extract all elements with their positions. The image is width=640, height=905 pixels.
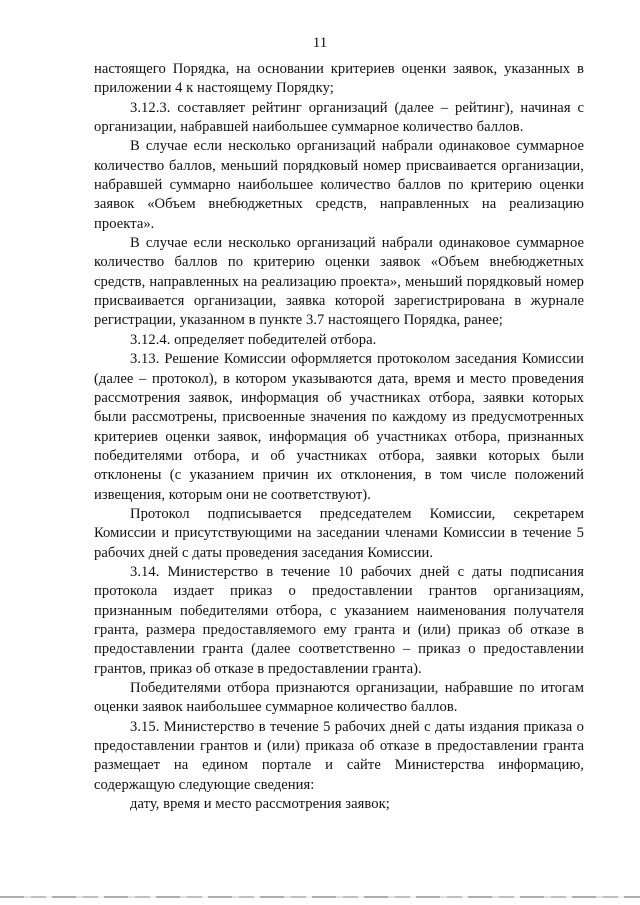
paragraph-list-item-date: дату, время и место рассмотрения заявок; — [130, 796, 390, 813]
paragraph-tie-rule-2: В случае если несколько организаций набрали одинаковое суммарное количество баллов по критерию оценки заявок «Объем внебюджетных средств, направленных на реализацию проекта», меньший порядковый номер присваивается организации, заявка которой зарегистрирована в журнале регистрации, указанном в пункте 3.7 настоящего Порядка, ранее; — [94, 235, 584, 329]
paragraph-3-12-4: 3.12.4. определяет победителей отбора. — [130, 331, 377, 348]
paragraph-protocol-signing: Протокол подписывается председателем Комиссии, секретарем Комиссии и присутствующими на заседании членами Комиссии в течение 5 рабочих дней с даты проведения заседания Комиссии. — [94, 505, 584, 561]
page-number: 11 — [312, 35, 328, 51]
paragraph-3-15: 3.15. Министерство в течение 5 рабочих дней с даты издания приказа о предоставлении грантов и (или) приказа об отказе в предоставлении гранта размещает на едином портале и сайте Министерства информацию, содержащую следующие сведения: — [94, 718, 584, 793]
paragraph-3-12-3: 3.12.3. составляет рейтинг организаций (далее – рейтинг), начиная с организации, набравшей наибольшее суммарное количество баллов. — [94, 99, 584, 136]
document-body — [94, 60, 584, 814]
paragraph-tie-rule-1: В случае если несколько организаций набрали одинаковое суммарное количество баллов, меньший порядковый номер присваивается организации, набравшей суммарно наибольшее количество баллов по критерию оценки заявок «Объем внебюджетных средств, направленных на реализацию проекта». — [94, 138, 584, 232]
paragraph-winners: Победителями отбора признаются организации, набравшие по итогам оценки заявок наибольшее суммарное количество баллов. — [94, 680, 584, 716]
paragraph-3-14: 3.14. Министерство в течение 10 рабочих дней с даты подписания протокола издает приказ о предоставлении грантов организациям, признанным победителями отбора, с указанием наименования получателя гранта, размера предоставляемого ему гранта и (или) приказ об отказе в предоставлении гранта (далее соответственно – приказ о предоставлении грантов, приказ об отказе в предоставлении гранта). — [94, 563, 584, 677]
paragraph-continuation: настоящего Порядка, на основании критериев оценки заявок, указанных в приложении 4 к настоящему Порядку; — [94, 61, 584, 97]
paragraph-3-13: 3.13. Решение Комиссии оформляется протоколом заседания Комиссии (далее – протокол), в котором указываются дата, время и место проведения рассмотрения заявок, информация об участниках отбора, заявки которых были рассмотрены, присвоенные значения по каждому из предусмотренных критериев оценки заявок, информация об участниках отбора, признанных победителями отбора, и об участниках отбора, заявки которых были отклонены (с указанием причин их отклонения, в том числе положений извещения, которым они не соответствуют). — [94, 351, 584, 503]
scan-edge-artifact — [0, 896, 640, 898]
